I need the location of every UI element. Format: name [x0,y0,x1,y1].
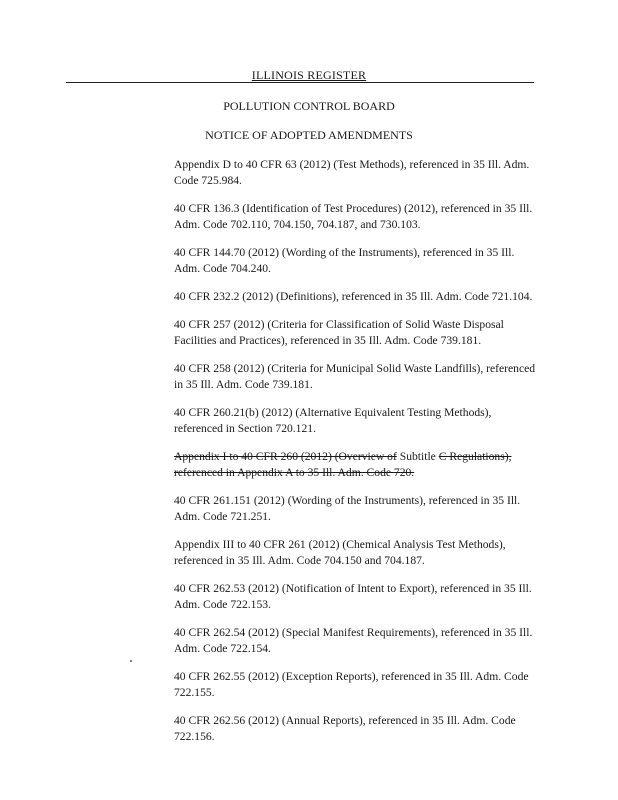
retained-text: Subtitle [396,450,439,463]
reference-entry: Appendix D to 40 CFR 63 (2012) (Test Methods), referenced in 35 Ill. Adm. Code 725.984. [174,158,530,187]
reference-entry-struck [174,449,539,481]
reference-entry: 40 CFR 257 (2012) (Criteria for Classification of Solid Waste Disposal Facilities and Practices), referenced in 35 Ill. Adm. Code 739.181. [174,318,504,347]
header-rule [66,82,534,83]
notice-title: NOTICE OF ADOPTED AMENDMENTS [205,128,413,142]
struck-text: C Regulations), referenced in Appendix A to 35 Ill. Adm. Code 720. [174,450,512,479]
reference-list [174,157,539,757]
agency-title: POLLUTION CONTROL BOARD [223,99,395,113]
register-title: ILLINOIS REGISTER [251,68,367,82]
reference-entry: 40 CFR 262.54 (2012) (Special Manifest Requirements), referenced in 35 Ill. Adm. Code 722.154. [174,626,533,655]
reference-entry: 40 CFR 136.3 (Identification of Test Procedures) (2012), referenced in 35 Ill. Adm. Code 702.110, 704.150, 704.187, and 730.103. [174,202,533,231]
reference-entry: 40 CFR 232.2 (2012) (Definitions), referenced in 35 Ill. Adm. Code 721.104. [174,290,533,303]
struck-text: Appendix I to 40 CFR 260 (2012) (Overview of [174,450,397,463]
reference-entry: 40 CFR 261.151 (2012) (Wording of the Instruments), referenced in 35 Ill. Adm. Code 721.251. [174,494,521,523]
reference-entry: 40 CFR 258 (2012) (Criteria for Municipal Solid Waste Landfills), referenced in 35 Ill. Adm. Code 739.181. [174,362,536,391]
scan-speck [130,660,132,662]
reference-entry: 40 CFR 262.56 (2012) (Annual Reports), referenced in 35 Ill. Adm. Code 722.156. [174,714,516,743]
register-header [0,68,618,83]
reference-entry: 40 CFR 262.53 (2012) (Notification of Intent to Export), referenced in 35 Ill. Adm. Code 722.153. [174,582,532,611]
reference-entry: 40 CFR 260.21(b) (2012) (Alternative Equivalent Testing Methods), referenced in Section 720.121. [174,406,492,435]
reference-entry: Appendix III to 40 CFR 261 (2012) (Chemical Analysis Test Methods), referenced in 35 Ill. Adm. Code 704.150 and 704.187. [174,538,506,567]
reference-entry: 40 CFR 144.70 (2012) (Wording of the Instruments), referenced in 35 Ill. Adm. Code 704.240. [174,246,515,275]
reference-entry: 40 CFR 262.55 (2012) (Exception Reports), referenced in 35 Ill. Adm. Code 722.155. [174,670,529,699]
